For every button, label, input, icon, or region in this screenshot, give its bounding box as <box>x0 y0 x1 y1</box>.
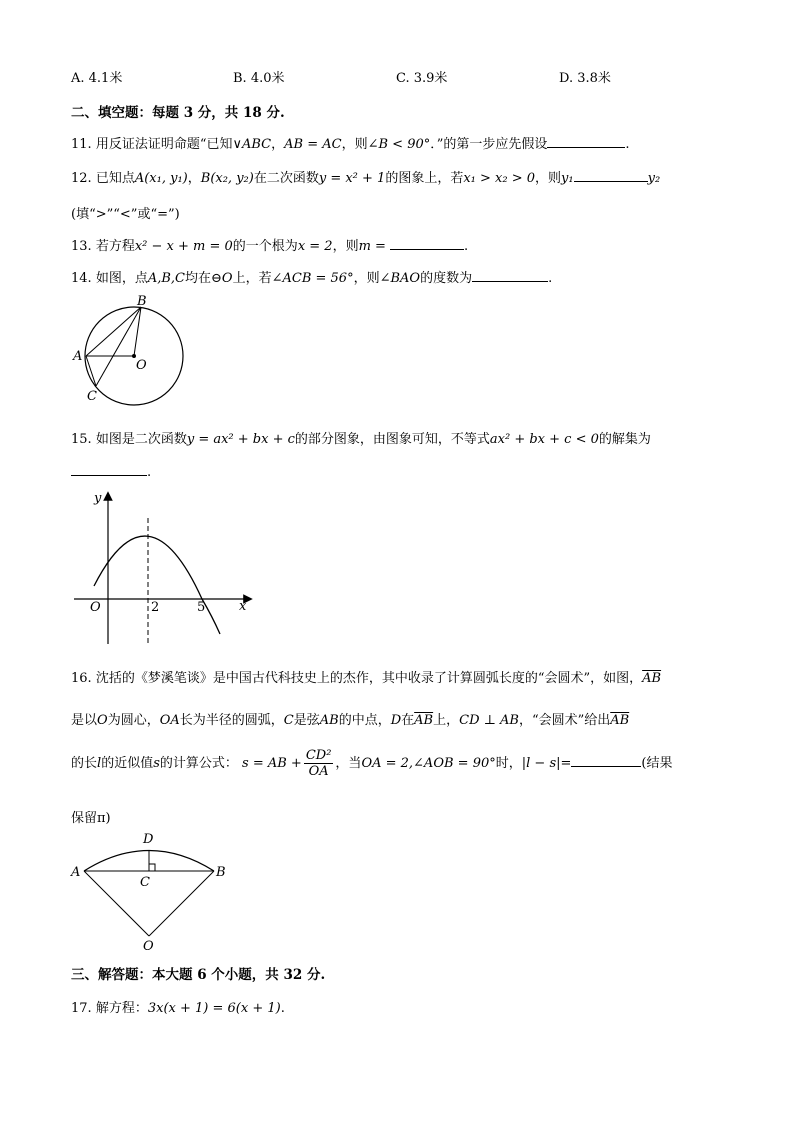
q11-eq: AB = AC <box>284 137 342 152</box>
q16-label-d: D <box>143 832 154 847</box>
question-16-line-2 <box>71 709 629 728</box>
q16-line-1-text: 沈括的《梦溪笔谈》是中国古代科技史上的杰作，其中收录了计算圆弧长度的“会圆术”，如图， <box>95 671 643 686</box>
q16-oa: OA <box>159 713 180 728</box>
q15-tick-5: 5 <box>197 600 206 615</box>
q14-label-o: O <box>136 358 147 373</box>
q12-y1: y₁ <box>561 171 574 186</box>
question-14 <box>71 267 552 286</box>
question-12 <box>71 167 660 186</box>
q13-text-a: 若方程 <box>95 239 135 254</box>
q11-end: . <box>625 137 630 152</box>
q16-l2e: 的中点， <box>338 713 391 728</box>
q16-fraction <box>304 748 334 779</box>
q17-number: 17. <box>71 1001 92 1016</box>
q16-arc-ab: $\overline{AB}$ <box>642 671 662 686</box>
q14-label-b: B <box>137 294 147 309</box>
q13-text-c: ，则 <box>332 239 359 254</box>
q16-frac-den: OA <box>308 764 329 779</box>
q15-parabola-curve <box>94 536 220 634</box>
option-b: B. 4.0米 <box>233 71 285 86</box>
q16-line-4: 保留π) <box>71 811 111 826</box>
q16-l3d: ，当 <box>335 756 362 771</box>
q15-label-y: y <box>94 491 102 506</box>
q16-l3f: (结果 <box>641 756 673 771</box>
q13-number: 13. <box>71 239 92 254</box>
q15-text-c: 的解集为 <box>598 432 651 447</box>
q16-l2f: 在 <box>401 713 415 728</box>
q16-right-angle-mark <box>149 864 155 871</box>
q11-text-c: ，则∠ <box>341 137 379 152</box>
q16-label-o: O <box>143 939 154 953</box>
q16-arc-ab-2: $\overline{AB}$ <box>414 713 434 728</box>
q16-d: D <box>390 713 402 728</box>
q14-answer-blank[interactable] <box>472 269 548 282</box>
question-15 <box>71 428 651 447</box>
q16-l2d: 是弦 <box>293 713 320 728</box>
q14-chord-ab <box>86 307 141 356</box>
q16-l3a: 的长 <box>71 756 98 771</box>
q14-circle-figure <box>66 290 196 415</box>
q14-points: A,B,C <box>147 271 185 286</box>
question-16-line-3 <box>71 748 672 779</box>
q16-l2g: 上， <box>433 713 460 728</box>
q15-text-b: 的部分图象，由图象可知，不等式 <box>294 432 490 447</box>
q16-l2b: 为圆心， <box>107 713 160 728</box>
q11-text-b: ， <box>271 137 285 152</box>
option-d: D. 3.8米 <box>559 71 611 86</box>
q16-label-a: A <box>71 865 81 880</box>
q17-equation: 3x(x + 1) = 6(x + 1) <box>147 1001 281 1016</box>
option-a: A. 4.1米 <box>71 71 123 86</box>
q16-l2h: ，“会圆术”给出 <box>518 713 611 728</box>
q16-answer-blank[interactable] <box>571 754 641 767</box>
q16-abs: |l − s|= <box>521 756 572 771</box>
q16-s: s <box>153 756 160 771</box>
q16-number: 16. <box>71 671 92 686</box>
q12-y2: y₂ <box>647 171 661 186</box>
q12-point-a: A(x₁, y₁) <box>134 171 188 186</box>
q15-text-a: 如图是二次函数 <box>95 432 187 447</box>
q16-arc-figure <box>66 828 236 953</box>
q15-parabola-graph <box>70 488 255 648</box>
q15-label-origin: O <box>90 600 101 615</box>
q12-cond: x₁ > x₂ > 0 <box>463 171 536 186</box>
q13-eq: x² − x + m = 0 <box>134 239 233 254</box>
q15-ineq: ax² + bx + c < 0 <box>489 432 599 447</box>
q16-l3c: 的计算公式： <box>159 756 238 771</box>
q16-label-b: B <box>216 865 226 880</box>
q17-text: 解方程： <box>95 1001 148 1016</box>
question-16-line-1 <box>71 667 661 686</box>
q12-text-b: 在二次函数 <box>253 171 319 186</box>
q13-end: . <box>463 239 469 254</box>
q14-text-c: 上，若∠ <box>232 271 283 286</box>
q12-note: (填“>”“<”或“=”) <box>71 207 180 222</box>
q12-func: y = x² + 1 <box>318 171 386 186</box>
q13-answer-blank[interactable] <box>390 237 464 250</box>
q14-label-a: A <box>73 349 83 364</box>
q16-label-c: C <box>140 875 150 890</box>
q16-l3b: 的近似值 <box>101 756 154 771</box>
q16-cond: OA = 2,∠AOB = 90° <box>361 756 496 771</box>
question-17 <box>71 997 285 1016</box>
q15-tick-2: 2 <box>151 600 160 615</box>
q16-o: O <box>97 713 108 728</box>
q16-arc-ab-3: $\overline{AB}$ <box>610 713 630 728</box>
question-11 <box>71 133 630 152</box>
q14-label-c: C <box>87 389 97 404</box>
q14-end: . <box>548 271 553 286</box>
section-3-title: 三、解答题：本大题 6 个小题，共 32 分. <box>71 967 326 983</box>
q15-answer-blank[interactable] <box>71 463 147 476</box>
q11-b-lt: B < 90° <box>378 137 431 152</box>
q12-number: 12. <box>71 171 92 186</box>
q16-l: l <box>97 756 102 771</box>
q15-number: 15. <box>71 432 92 447</box>
q14-text-d: ，则∠ <box>353 271 391 286</box>
q16-ab: AB <box>319 713 339 728</box>
q12-text-a: 已知点 <box>95 171 135 186</box>
section-2-title: 二、填空题：每题 3 分，共 18 分. <box>71 105 285 121</box>
q15-label-x: x <box>239 599 247 614</box>
q11-text-d: ．”的第一步应先假设 <box>430 137 548 152</box>
q16-l2a: 是以 <box>71 713 98 728</box>
q14-segment-ob <box>134 307 141 356</box>
q16-radius-ob <box>149 871 214 936</box>
q13-root: x = 2 <box>297 239 333 254</box>
q16-l3e: 时， <box>495 756 522 771</box>
q14-bao: BAO <box>390 271 421 286</box>
q12-text-d: ，则 <box>535 171 562 186</box>
q11-abc: ABC <box>242 137 272 152</box>
q12-text-c: 的图象上，若 <box>385 171 464 186</box>
q16-c: C <box>283 713 294 728</box>
q12-point-b: B(x₂, y₂) <box>200 171 254 186</box>
q14-number: 14. <box>71 271 92 286</box>
q11-text-a: 用反证法证明命题“已知∨ <box>95 137 242 152</box>
q16-perp: CD ⊥ AB <box>459 713 519 728</box>
q15-end: . <box>147 465 152 480</box>
option-c: C. 3.9米 <box>396 71 448 86</box>
q16-formula-a: s = AB + <box>242 756 302 771</box>
q16-l2c: 长为半径的圆弧， <box>179 713 284 728</box>
question-13 <box>71 235 468 254</box>
q13-m: m = <box>358 239 386 254</box>
q12-sep: ， <box>187 171 201 186</box>
q14-o: O <box>221 271 233 286</box>
q16-frac-num: CD² <box>305 748 332 763</box>
q14-angle: ACB = 56° <box>282 271 354 286</box>
q15-func: y = ax² + bx + c <box>186 432 295 447</box>
q13-text-b: 的一个根为 <box>232 239 298 254</box>
q11-number: 11. <box>71 137 92 152</box>
q12-answer-blank[interactable] <box>574 169 648 182</box>
q14-text-b: 均在⊖ <box>185 271 222 286</box>
q15-answer-line <box>71 463 151 480</box>
q14-text-e: 的度数为 <box>420 271 473 286</box>
q11-answer-blank[interactable] <box>547 135 625 148</box>
q14-text-a: 如图，点 <box>95 271 148 286</box>
q17-end: . <box>280 1001 285 1016</box>
